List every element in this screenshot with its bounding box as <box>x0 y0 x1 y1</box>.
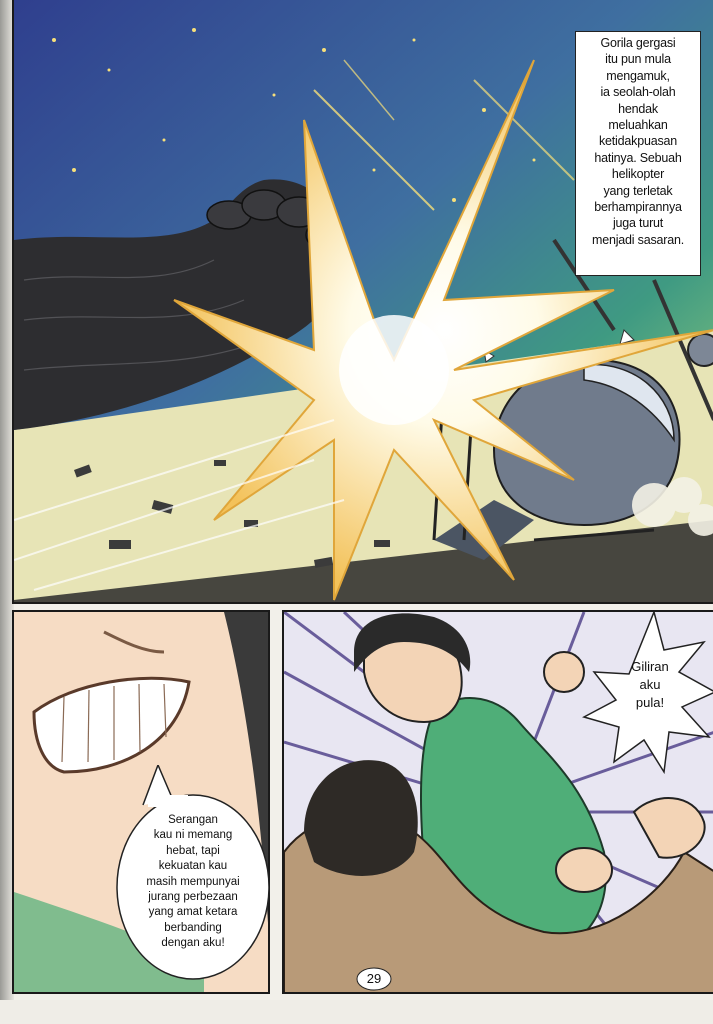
caption-line: juga turut <box>612 216 664 231</box>
caption-line: berhampirannya <box>594 200 682 215</box>
villain-speech-text <box>123 795 263 977</box>
caption-line: hendak <box>618 101 658 116</box>
caption-line: Gorila gergasi <box>600 36 676 50</box>
caption-line: itu pun mula <box>605 52 671 67</box>
caption-line: yang terletak <box>603 183 673 198</box>
narration-caption <box>575 31 701 276</box>
caption-line: hatinya. Sebuah <box>594 150 682 165</box>
caption-line: meluahkan <box>608 118 668 133</box>
speech-line: Giliran <box>631 659 669 674</box>
caption-line: helikopter <box>611 167 665 182</box>
speech-line: Serangan <box>168 814 218 826</box>
page-bottom-margin <box>0 1000 713 1024</box>
page-number: 29 <box>366 971 382 986</box>
speech-line: masih mempunyai <box>146 875 240 888</box>
hero-speech-text <box>610 650 690 730</box>
hero-grip-fist <box>556 848 612 892</box>
speech-line: aku <box>639 677 661 692</box>
speech-line: kekuatan kau <box>158 860 228 873</box>
hero-raised-fist <box>544 652 584 692</box>
speech-line: berbanding <box>164 921 222 934</box>
speech-line: pula! <box>635 695 665 710</box>
speech-line: kau ni memang <box>153 829 233 842</box>
caption-line: ia seolah-olah <box>600 85 676 100</box>
caption-line: menjadi sasaran. <box>592 232 684 247</box>
speech-line: dengan aku! <box>161 937 225 950</box>
speech-line: yang amat ketara <box>148 906 238 919</box>
speech-line: jurang perbezaan <box>148 891 238 904</box>
caption-line: ketidakpuasan <box>598 134 677 149</box>
explosion-core <box>339 315 449 425</box>
speech-line: hebat, tapi <box>166 844 220 857</box>
caption-line: mengamuk, <box>606 68 670 83</box>
